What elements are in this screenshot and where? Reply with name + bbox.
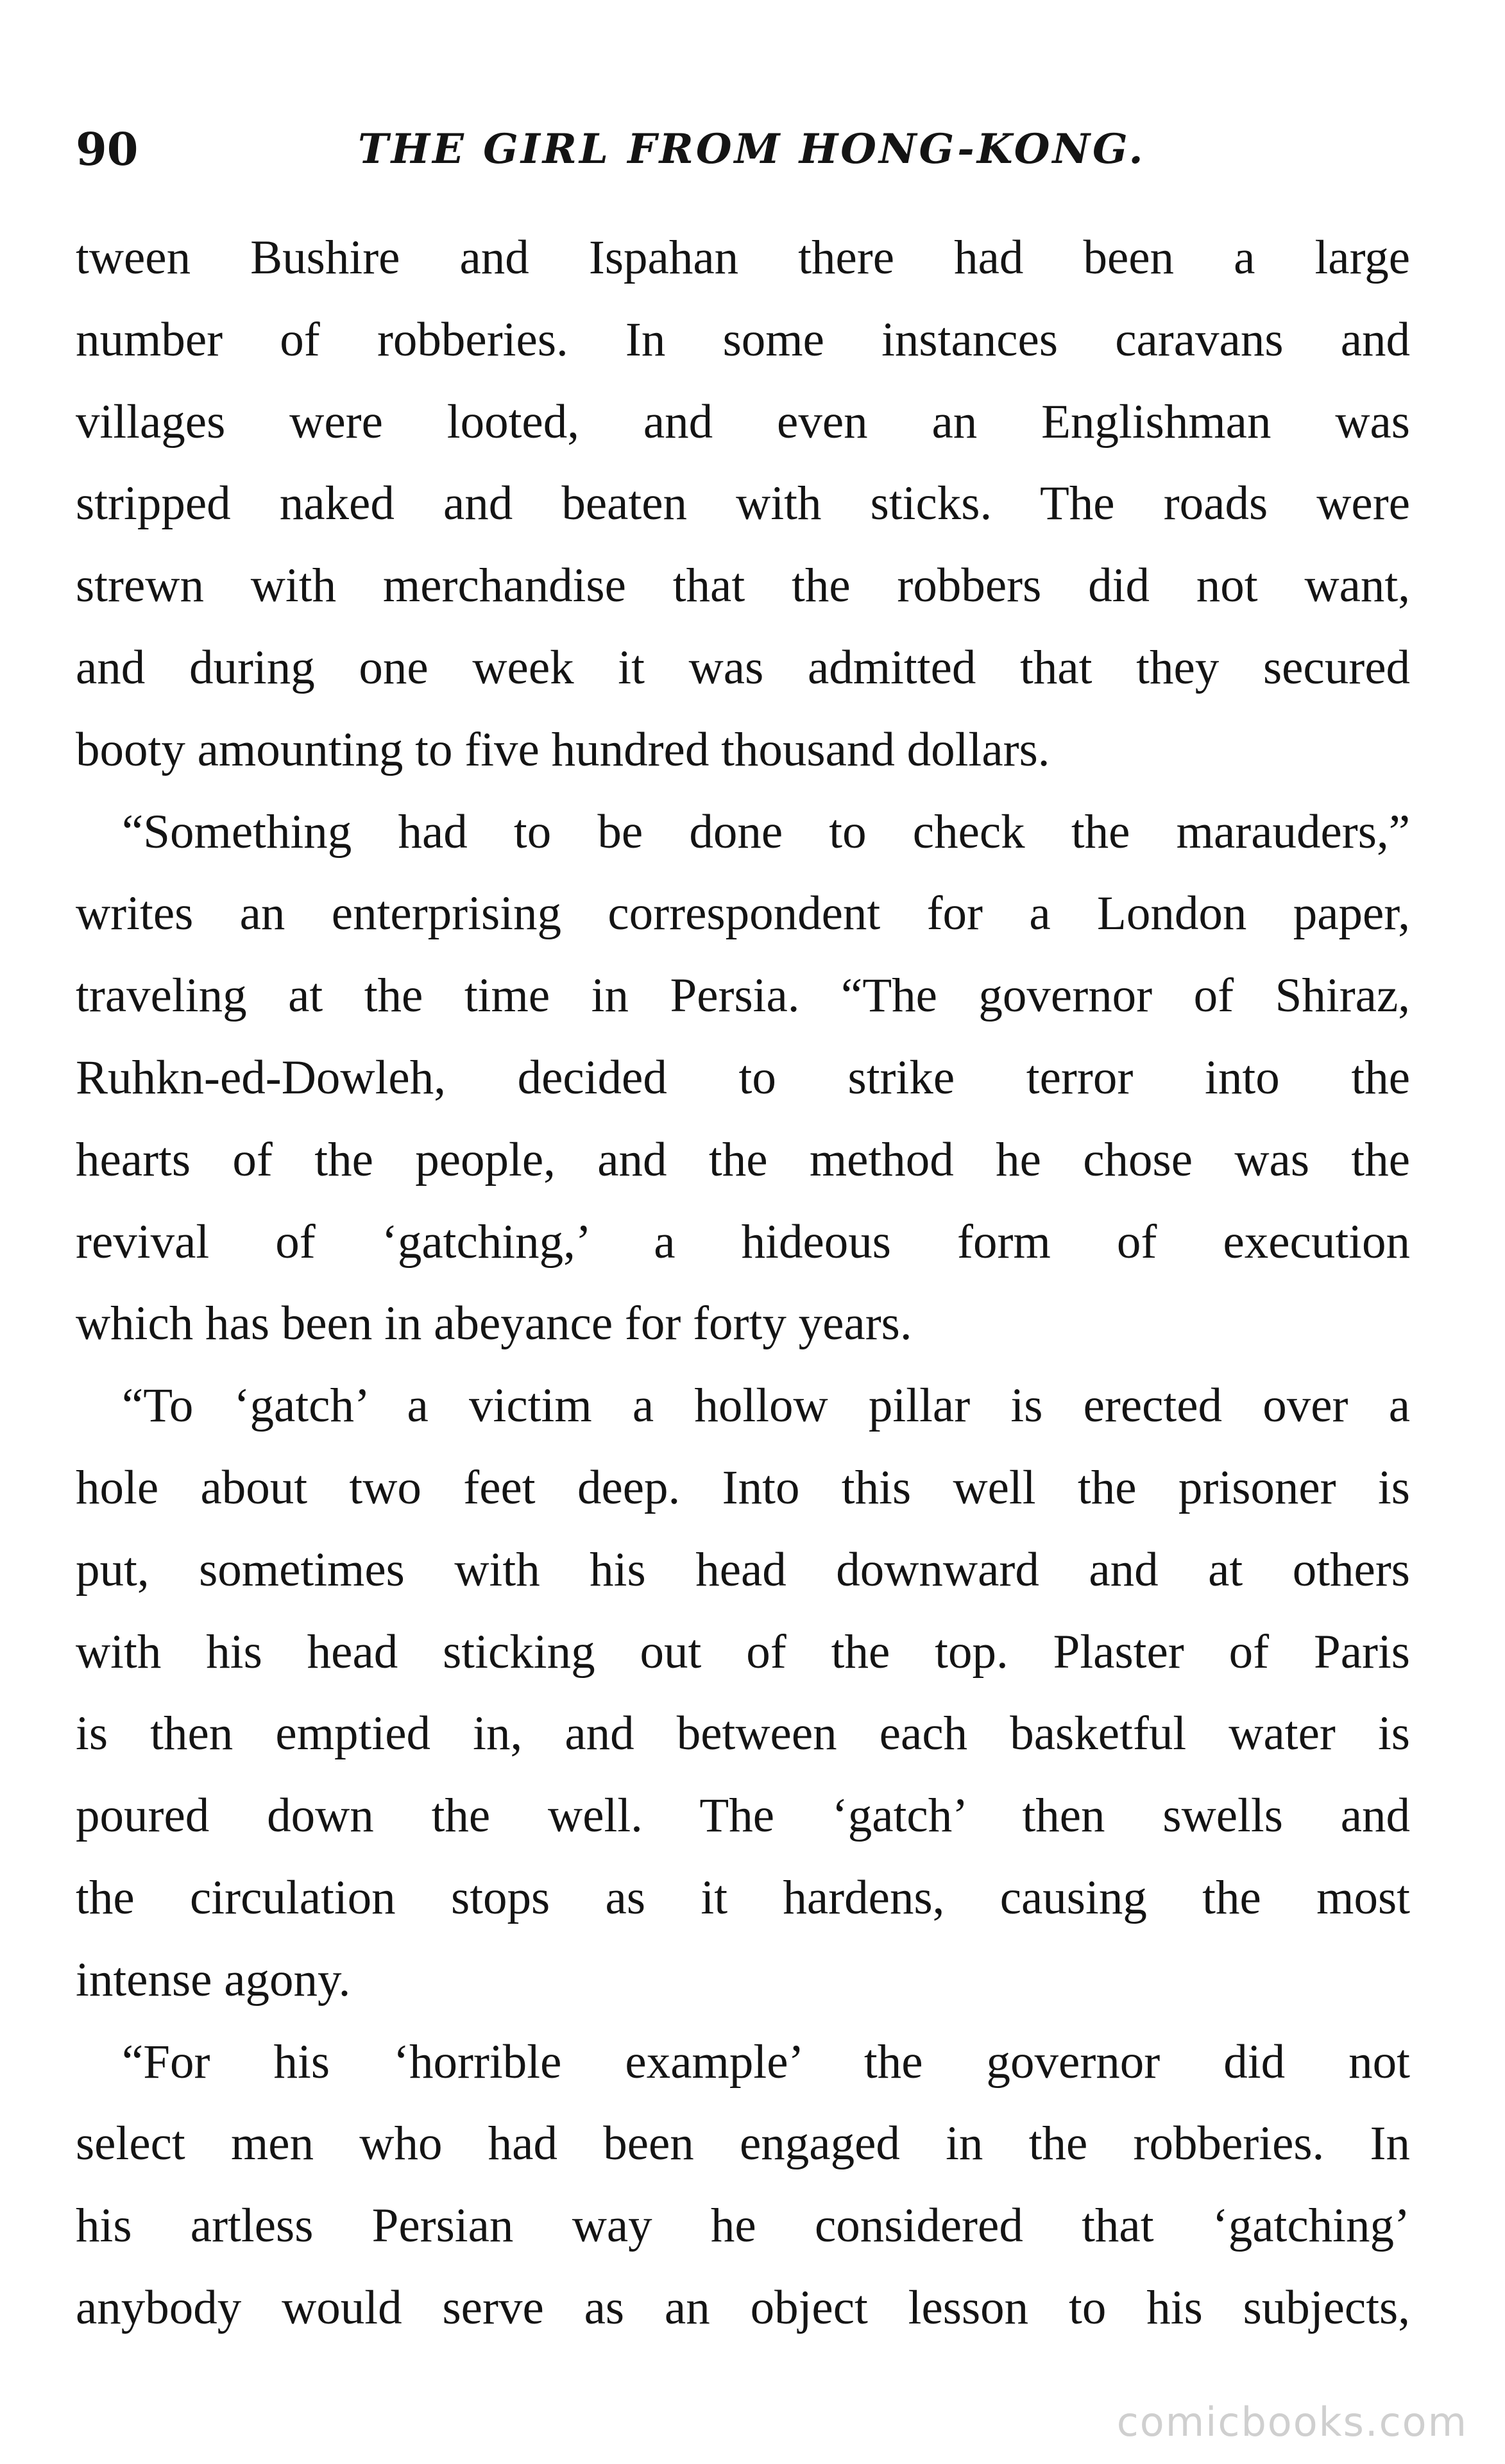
running-title: THE GIRL FROM HONG-KONG. [358, 125, 1146, 173]
text-line: poured down the well. The ‘gatch’ then swells and [76, 1789, 1410, 1843]
running-head [76, 121, 1423, 178]
text-line: “Something had to be done to check the marauders,” [122, 805, 1410, 859]
text-line: select men who had been engaged in the robberies. In [76, 2117, 1410, 2171]
text-line: and during one week it was admitted that they secured [76, 640, 1410, 694]
body-text [76, 217, 1410, 2349]
text-line: villages were looted, and even an Englishman was [76, 395, 1410, 449]
text-line: Ruhkn-ed-Dowleh, decided to strike terror into the [76, 1050, 1410, 1104]
text-line: anybody would serve as an object lesson to his subjects, [76, 2280, 1410, 2334]
text-line: traveling at the time in Persia. “The governor of Shiraz, [76, 969, 1410, 1023]
text-line: number of robberies. In some instances caravans and [76, 312, 1410, 366]
text-line: with his head sticking out of the top. Plaster of Paris [76, 1625, 1410, 1679]
text-line: “To ‘gatch’ a victim a hollow pillar is erected over a [122, 1379, 1410, 1433]
paragraph-1 [76, 217, 1410, 791]
text-line: is then emptied in, and between each basketful water is [76, 1707, 1410, 1761]
paragraph-3 [76, 1365, 1410, 2021]
text-line: writes an enterprising correspondent for a London paper, [76, 887, 1410, 941]
paragraph-4 [76, 2021, 1410, 2349]
text-line: “For his ‘horrible example’ the governor did not [122, 2035, 1410, 2089]
text-line: intense agony. [76, 1953, 351, 2006]
text-line: hole about two feet deep. Into this well the prisoner is [76, 1460, 1410, 1514]
page-number: 90 [76, 123, 139, 176]
text-line: hearts of the people, and the method he chose was the [76, 1133, 1410, 1186]
text-line: the circulation stops as it hardens, causing the most [76, 1870, 1410, 1924]
text-line: revival of ‘gatching,’ a hideous form of execution [76, 1215, 1410, 1269]
text-line: stripped naked and beaten with sticks. The roads were [76, 477, 1410, 531]
text-line: tween Bushire and Ispahan there had been a large [76, 231, 1410, 284]
paragraph-2 [76, 791, 1410, 1365]
text-line: his artless Persian way he considered that ‘gatching’ [76, 2199, 1410, 2253]
text-line: strewn with merchandise that the robbers did not want, [76, 559, 1410, 613]
text-line: which has been in abeyance for forty years. [76, 1297, 912, 1351]
text-line: booty amounting to five hundred thousand dollars. [76, 723, 1050, 776]
text-line: put, sometimes with his head downward and at others [76, 1543, 1410, 1596]
site-watermark: comicbooks.com [1116, 2399, 1468, 2445]
